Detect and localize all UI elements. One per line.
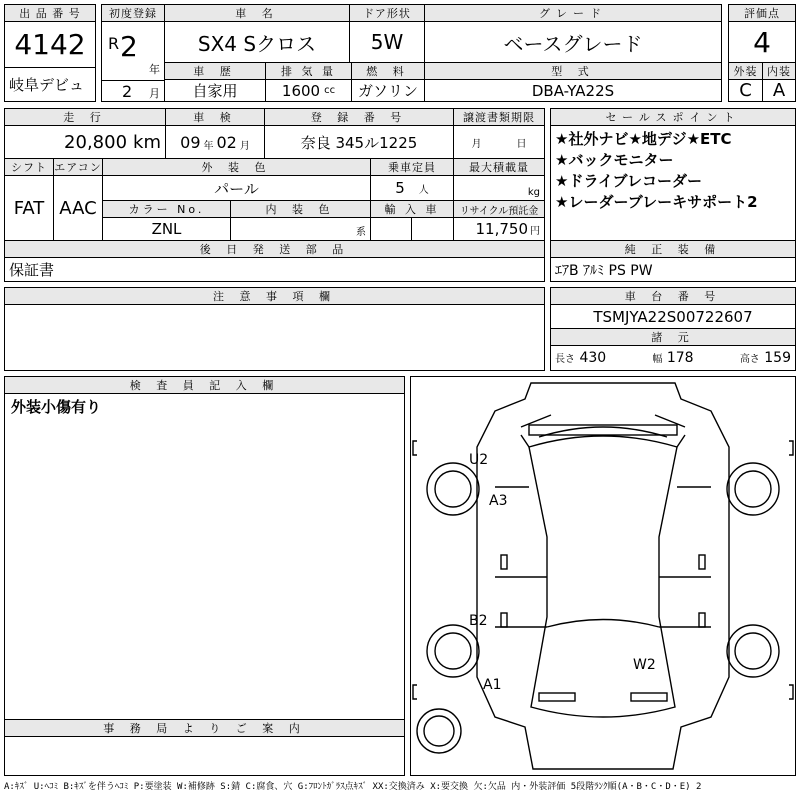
passenger-capacity: 5	[395, 179, 405, 197]
inspection-year-unit: 年	[203, 140, 214, 152]
inspection-month: 02	[216, 132, 237, 152]
interior-grade: A	[762, 79, 796, 102]
interior-header: 内装	[762, 62, 796, 80]
sales-points-header: セールスポイント	[550, 108, 796, 126]
sales-points-box	[550, 125, 796, 241]
equipment: ｴｱB ｱﾙﾐ PS PW	[550, 257, 796, 282]
car-name: SX4 Sクロス	[164, 21, 350, 63]
sales-point: ★ドライブレコーダー	[555, 172, 702, 190]
notes-header: 注 意 事 項 欄	[4, 287, 545, 305]
max-load-cell	[453, 175, 545, 201]
first-registration-year-cell	[101, 21, 165, 81]
dimensions-header: 諸 元	[550, 328, 796, 346]
length-label: 長さ	[555, 354, 575, 365]
height: 159	[764, 350, 791, 366]
capacity-cell	[370, 175, 454, 201]
sales-point: ★社外ナビ★地デジ★ETC	[555, 130, 732, 148]
import-divider	[411, 218, 412, 240]
model-code: DBA-YA22S	[424, 79, 722, 102]
inspection-header: 車 検	[165, 108, 265, 126]
recycle-cell	[453, 217, 545, 241]
mileage-header: 走 行	[4, 108, 166, 126]
width-label: 幅	[652, 354, 663, 365]
office-area	[4, 736, 405, 776]
transfer-month-unit: 月	[471, 138, 482, 150]
notes-area	[4, 304, 545, 371]
height-label: 高さ	[739, 354, 760, 365]
capacity-header: 乗車定員	[370, 158, 454, 176]
ac-header: エアコン	[53, 158, 103, 176]
registration-year: 2	[120, 30, 138, 63]
recycle-unit: 円	[530, 225, 540, 237]
exterior-grade: C	[728, 79, 763, 102]
transfer-deadline-cell	[453, 125, 545, 159]
fuel-type: ガソリン	[351, 79, 425, 102]
damage-mark: U2	[469, 452, 489, 468]
chassis-header: 車 台 番 号	[550, 287, 796, 305]
import-header: 輸 入 車	[370, 200, 454, 218]
displacement: 1600	[281, 81, 321, 100]
damage-mark: A3	[489, 493, 508, 509]
month-unit: 月	[149, 87, 160, 100]
fuel-header: 燃 料	[351, 62, 425, 80]
import-cell	[370, 217, 454, 241]
car-name-header: 車 名	[164, 4, 350, 22]
sales-point: ★レーダーブレーキサポート2	[555, 193, 758, 211]
exterior-color: パール	[102, 175, 371, 201]
max-load-unit: kg	[527, 187, 540, 198]
length: 430	[579, 350, 607, 366]
ac-type: AAC	[53, 175, 103, 241]
displacement-cell	[265, 79, 352, 102]
interior-color-header: 内 装 色	[230, 200, 371, 218]
chassis-number: TSMJYA22S00722607	[550, 304, 796, 329]
first-registration-header: 初度登録	[101, 4, 165, 22]
first-registration-month-cell	[101, 80, 165, 102]
model-header: 型 式	[424, 62, 722, 80]
year-unit: 年	[149, 63, 160, 76]
transfer-deadline-header: 譲渡書類期限	[453, 108, 545, 126]
door-header: ドア形状	[349, 4, 425, 22]
shift-header: シフト	[4, 158, 54, 176]
damage-diagram	[410, 376, 796, 776]
door-type: 5W	[349, 21, 425, 63]
displacement-header: 排 気 量	[265, 62, 352, 80]
history-header: 車 歴	[164, 62, 266, 80]
width: 178	[666, 350, 694, 366]
grade: ベースグレード	[424, 21, 722, 63]
era-label: R	[108, 34, 120, 53]
vehicle-history: 自家用	[164, 79, 266, 102]
lot-number: 4142	[4, 21, 96, 68]
inspection-month-unit: 月	[239, 140, 250, 152]
plate-header: 登 録 番 号	[264, 108, 454, 126]
venue-name: 岐阜デビュ	[4, 67, 96, 102]
registration-month: 2	[122, 82, 133, 101]
recycle-header: リサイクル預託金	[453, 200, 545, 218]
color-number: ZNL	[102, 217, 231, 241]
inspector-area	[4, 393, 405, 720]
interior-color-cell	[230, 217, 371, 241]
inspection-year: 09	[180, 132, 201, 152]
score-header: 評価点	[728, 4, 796, 22]
mileage-cell	[4, 125, 166, 159]
color-number-header: カラー No.	[102, 200, 231, 218]
inspector-comment: 外装小傷有り	[11, 398, 102, 416]
displacement-unit: cc	[324, 85, 336, 96]
recycle-fee: 11,750	[475, 220, 528, 238]
plate-number: 奈良 345ル1225	[264, 125, 454, 159]
later-parts: 保証書	[4, 257, 545, 282]
max-load-header: 最大積載量	[453, 158, 545, 176]
car-outline-svg	[411, 377, 795, 775]
mileage-unit: km	[133, 131, 161, 153]
inspection-cell	[165, 125, 265, 159]
office-header: 事 務 局 よ り ご 案 内	[4, 719, 405, 737]
dimensions-cell	[550, 345, 796, 371]
later-parts-header: 後 日 発 送 部 品	[4, 240, 545, 258]
transfer-day-unit: 日	[516, 138, 527, 150]
equipment-header: 純 正 装 備	[550, 240, 796, 258]
damage-mark: A1	[483, 677, 502, 693]
sales-point: ★バックモニター	[555, 151, 674, 169]
damage-legend: A:ｷｽﾞ U:ﾍｺﾐ B:ｷｽﾞを伴うﾍｺﾐ P:要塗装 W:補修跡 S:錆 C:腐食、穴 G:ﾌﾛﾝﾄｶﾞﾗｽ点ｷｽﾞ XX:交換済み X:要交換 欠:欠品 内・外装評価 5段階ﾗﾝｸ順(A・B・C・D・E) 2	[4, 782, 702, 792]
damage-mark: B2	[469, 613, 488, 629]
grade-header: グレード	[424, 4, 722, 22]
evaluation-score: 4	[728, 21, 796, 63]
exterior-header: 外装	[728, 62, 763, 80]
shift-type: FAT	[4, 175, 54, 241]
interior-color-unit: 系	[356, 227, 366, 238]
color-header: 外 装 色	[102, 158, 371, 176]
lot-number-header: 出 品 番 号	[4, 4, 96, 22]
inspector-header: 検 査 員 記 入 欄	[4, 376, 405, 394]
capacity-unit: 人	[418, 184, 429, 196]
damage-mark: W2	[633, 657, 656, 673]
mileage: 20,800	[64, 131, 128, 153]
